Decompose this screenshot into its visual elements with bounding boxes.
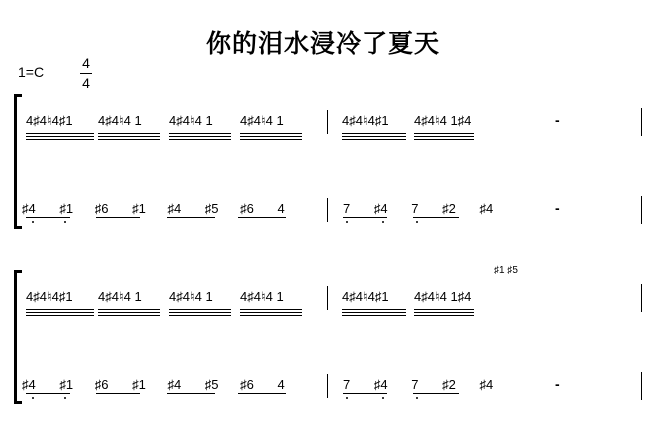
upper-group-4 xyxy=(240,113,284,129)
lower-note: ♯6 xyxy=(94,201,109,216)
upper-group-6-text: 4♯4♮4 1♯4 xyxy=(414,289,472,304)
upper-group-6 xyxy=(414,113,471,129)
upper-group-2-text: 4♯4♮4 1 xyxy=(98,289,142,304)
upper-rest: - xyxy=(555,112,560,128)
lower-note: ♯4 xyxy=(479,201,494,216)
lower-note: ♯4 xyxy=(167,377,182,392)
upper-group-6-text: 4♯4♮4 1♯4 xyxy=(414,113,472,128)
upper-group-4 xyxy=(240,289,284,305)
upper-group-5 xyxy=(342,289,389,305)
lower-notes-2 xyxy=(343,201,493,216)
end-barline xyxy=(641,108,642,136)
lower-note: ♯6 xyxy=(240,377,254,392)
end-barline xyxy=(641,372,642,400)
lower-note: 4 xyxy=(277,201,285,216)
upper-group-6 xyxy=(414,289,471,305)
upper-group-1 xyxy=(26,113,73,129)
meter-top: 4 xyxy=(82,55,90,71)
meter-bottom: 4 xyxy=(82,75,90,91)
system-2-brace xyxy=(14,270,17,404)
lower-note: 4 xyxy=(277,377,285,392)
upper-group-2-text: 4♯4♮4 1 xyxy=(98,113,142,128)
barline xyxy=(327,110,328,134)
lower-note: ♯4 xyxy=(22,201,36,216)
brace-cap-bottom xyxy=(14,226,22,229)
lower-notes-2 xyxy=(343,377,493,392)
upper-group-3-text: 4♯4♮4 1 xyxy=(169,289,213,304)
lower-note: ♯4 xyxy=(167,201,182,216)
upper-group-4-text: 4♯4♮4 1 xyxy=(240,113,284,128)
lower-note: ♯5 xyxy=(204,201,219,216)
brace-cap-top xyxy=(14,270,22,273)
lower-note: ♯5 xyxy=(204,377,219,392)
lower-note: ♯4 xyxy=(373,377,388,392)
end-barline xyxy=(641,284,642,312)
system-1-brace xyxy=(14,94,17,229)
lower-note: ♯6 xyxy=(94,377,109,392)
upper-group-5-text: 4♯4♮4♯1 xyxy=(342,113,389,128)
brace-cap-bottom xyxy=(14,401,22,404)
lower-note: 7 xyxy=(411,201,419,216)
song-title: 你的泪水浸冷了夏天 xyxy=(205,29,440,58)
lower-note: ♯4 xyxy=(373,201,388,216)
end-barline xyxy=(641,196,642,224)
upper-chord-text: ♯1 ♯5 xyxy=(494,265,518,276)
lower-note: ♯2 xyxy=(442,201,456,216)
upper-group-3 xyxy=(169,289,213,305)
upper-group-3 xyxy=(169,113,213,129)
lower-rest: - xyxy=(555,376,560,392)
time-signature xyxy=(80,56,92,90)
lower-note: ♯2 xyxy=(442,377,456,392)
lower-note: ♯1 xyxy=(59,201,74,216)
lower-note: ♯1 xyxy=(59,377,74,392)
barline xyxy=(327,198,328,222)
brace-cap-top xyxy=(14,94,22,97)
barline xyxy=(327,286,328,310)
upper-group-4-text: 4♯4♮4 1 xyxy=(240,289,284,304)
lower-note: ♯4 xyxy=(479,377,494,392)
upper-group-1-text: 4♯4♮4♯1 xyxy=(26,289,73,304)
barline xyxy=(327,374,328,398)
lower-notes-1 xyxy=(22,201,285,216)
upper-group-5 xyxy=(342,113,389,129)
lower-note: ♯6 xyxy=(240,201,254,216)
upper-group-5-text: 4♯4♮4♯1 xyxy=(342,289,389,304)
lower-note: 7 xyxy=(343,377,351,392)
upper-chord xyxy=(494,266,528,276)
lower-note: ♯1 xyxy=(132,201,146,216)
lower-note: 7 xyxy=(411,377,419,392)
meter-bar xyxy=(80,73,92,74)
upper-group-1-text: 4♯4♮4♯1 xyxy=(26,113,73,128)
upper-group-1 xyxy=(26,289,73,305)
lower-note: 7 xyxy=(343,201,351,216)
lower-rest: - xyxy=(555,200,560,216)
upper-group-3-text: 4♯4♮4 1 xyxy=(169,113,213,128)
lower-notes-1 xyxy=(22,377,285,392)
lower-note: ♯1 xyxy=(132,377,146,392)
upper-group-2 xyxy=(98,113,142,129)
lower-note: ♯4 xyxy=(22,377,36,392)
upper-group-2 xyxy=(98,289,142,305)
key-signature: 1=C xyxy=(18,64,45,80)
